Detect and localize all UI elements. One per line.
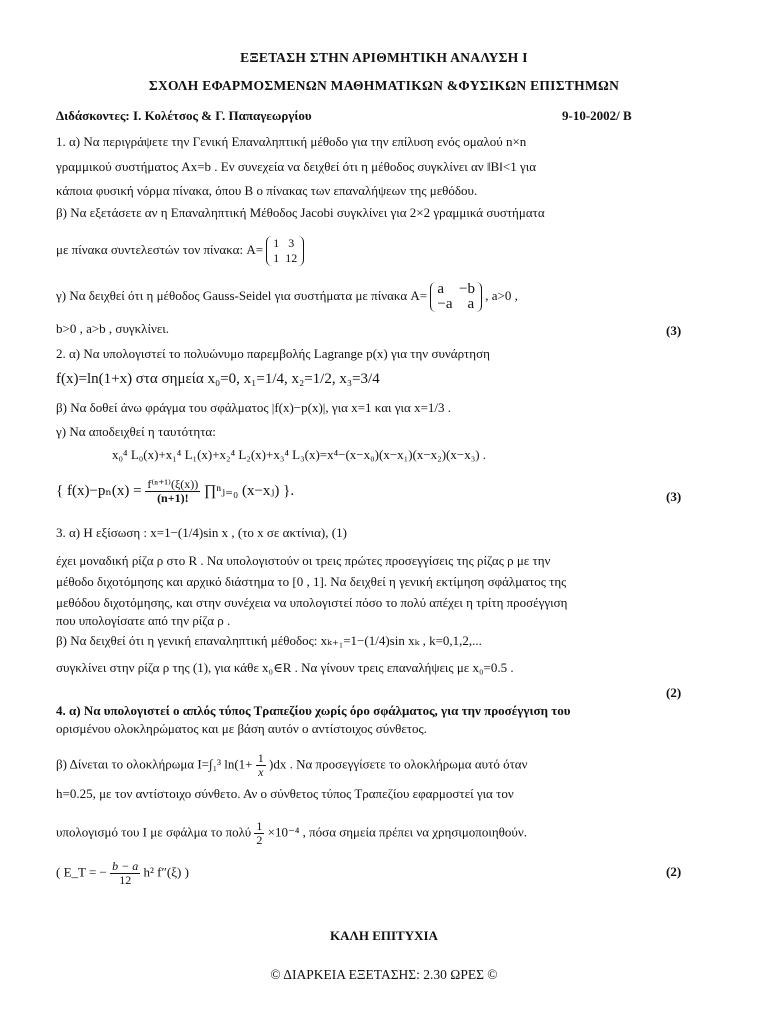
q3-points: (2): [666, 685, 682, 700]
q4-err-post: h² f″(ξ) ): [143, 864, 189, 880]
q2-a-line2: f(x)=ln(1+x) στα σημεία x₀=0, x₁=1/4, x₂=1/2, x₃=3/4: [56, 371, 380, 387]
matrix-cell: 1: [273, 251, 280, 265]
fraction-numerator: b − a: [112, 859, 139, 873]
matrix-cell: a: [467, 296, 475, 312]
exam-date: 9-10-2002/ Β: [562, 108, 632, 123]
q4-points: (2): [666, 864, 682, 879]
fraction-numerator: 1: [257, 751, 264, 765]
q1-a-line2: γραμμικού συστήματος Ax=b . Εν συνεχεία να δειχθεί ότι η μέθοδος συγκλίνει αν ‖B‖<1 για: [56, 159, 537, 174]
q4-a-line1: 4. α) Να υπολογιστεί ο απλός τύπος Τραπεζίου χωρίς όρο σφάλματος, για την προσέγγιση του: [56, 703, 571, 718]
q1-a-line1: 1. α) Να περιγράψετε την Γενική Επαναληπτική μέθοδο για την επίλυση ενός ομαλού n×n: [56, 134, 527, 149]
matrix-cell: 1: [273, 236, 280, 250]
q2-c-left: { f(x)−pₙ(x) =: [56, 482, 142, 499]
q2-c-right: ∏ⁿⱼ₌₀ (x−xⱼ) }.: [204, 482, 295, 499]
q4-b-line1: [56, 752, 528, 779]
matrix-cell: 3: [288, 236, 295, 250]
q1-c-tail: , a>0 ,: [485, 287, 518, 303]
q1-a-line3: κάποια φυσική νόρμα πίνακα, όπου B ο πίνακας των επαναλήψεων της μεθόδου.: [56, 183, 478, 198]
q4-err-pre: ( E_T = −: [56, 864, 107, 880]
q1-b-text: με πίνακα συντελεστών τον πίνακα: A=: [56, 241, 264, 257]
matrix-cell: −a: [437, 296, 453, 312]
q4-b-pre: β) Δίνεται το ολοκλήρωμα I=∫₁³ ln(1+: [56, 756, 253, 772]
q1-c-line1: [56, 282, 518, 312]
q4-tolerance-fraction: [254, 820, 264, 847]
q2-points: (3): [666, 489, 682, 504]
fraction-numerator: f⁽ⁿ⁺¹⁾(ξ(x)): [147, 477, 199, 491]
q4-b3-post: ×10⁻⁴ , πόσα σημεία πρέπει να χρησιμοποιηθούν.: [267, 824, 527, 840]
exam-title: ΕΞΕΤΑΣΗ ΣΤΗΝ ΑΡΙΘΜΗΤΙΚΗ ΑΝΑΛΥΣΗ Ι: [240, 50, 528, 65]
q1-b-line2: [56, 236, 304, 266]
q4-error-formula: [56, 860, 189, 887]
fraction-numerator: 1: [256, 819, 263, 833]
q2-error-fraction: [145, 478, 200, 505]
q4-b3-pre: υπολογισμό του I με σφάλμα το πολύ: [56, 824, 252, 840]
q3-a-line5: που υπολογίσατε από την ρίζα ρ .: [56, 613, 231, 628]
gauss-seidel-matrix: [430, 282, 482, 312]
q1-b-line1: β) Να εξετάσετε αν η Επαναληπτική Μέθοδος Jacobi συγκλίνει για 2×2 γραμμικά συστήματα: [56, 205, 545, 220]
fraction-denominator: 12: [119, 873, 132, 887]
q3-a-line2: έχει μοναδική ρίζα ρ στο R . Να υπολογιστούν οι τρεις πρώτες προσεγγίσεις της ρίζας ρ με την: [56, 553, 551, 568]
school-title: ΣΧΟΛΗ ΕΦΑΡΜΟΣΜΕΝΩΝ ΜΑΘΗΜΑΤΙΚΩΝ &ΦΥΣΙΚΩΝ ΕΠΙΣΤΗΜΩΝ: [148, 78, 620, 93]
good-luck: ΚΑΛΗ ΕΠΙΤΥΧΙΑ: [330, 928, 438, 943]
q4-b-line2: h=0.25, με τον αντίστοιχο σύνθετο. Αν ο σύνθετος τύπος Τραπεζίου εφαρμοστεί για τον: [56, 786, 514, 801]
exam-duration: © ΔΙΑΡΚΕΙΑ ΕΞΕΤΑΣΗΣ: 2.30 ΩΡΕΣ ©: [270, 967, 498, 982]
q3-a-line3: μέθοδο διχοτόμησης και αρχικό διάστημα το [0 , 1]. Να δειχθεί η γενική εκτίμηση σφάλματος της: [56, 574, 567, 589]
q4-a-line2: ορισμένου ολοκληρώματος και με βάση αυτόν ο αντίστοιχος σύνθετος.: [56, 721, 427, 736]
q2-c-line1: γ) Να αποδειχθεί η ταυτότητα:: [56, 424, 216, 439]
teachers-line: Διδάσκοντες: Ι. Κολέτσος & Γ. Παπαγεωργίου: [56, 108, 312, 123]
q1-c-line2: b>0 , a>b , συγκλίνει.: [56, 321, 170, 336]
q4-b-post: )dx . Να προσεγγίσετε το ολοκλήρωμα αυτό όταν: [269, 756, 528, 772]
q4-integrand-fraction: [256, 752, 266, 779]
matrix-cell: 12: [285, 251, 298, 265]
q2-a-line1: 2. α) Να υπολογιστεί το πολυώνυμο παρεμβολής Lagrange p(x) για την συνάρτηση: [56, 346, 490, 361]
jacobi-matrix: [266, 236, 304, 266]
q1-c-text: γ) Να δειχθεί ότι η μέθοδος Gauss-Seidel για συστήματα με πίνακα A=: [56, 287, 428, 303]
q3-a-line4: μεθόδου διχοτόμησης, και στην συνέχεια να υπολογιστεί πόσο το πολύ απέχει η τρίτη προσέγγιση: [56, 595, 568, 610]
fraction-denominator: 2: [256, 833, 263, 847]
q3-b-line1: β) Να δειχθεί ότι η γενική επαναληπτική μέθοδος: xₖ₊₁=1−(1/4)sin xₖ , k=0,1,2,...: [56, 633, 482, 648]
q2-c-identity: x₀⁴ L₀(x)+x₁⁴ L₁(x)+x₂⁴ L₂(x)+x₃⁴ L₃(x)=x⁴−(x−x₀)(x−x₁)(x−x₂)(x−x₃) .: [112, 447, 487, 462]
fraction-denominator: (n+1)!: [157, 491, 189, 505]
q1-points: (3): [666, 323, 682, 338]
matrix-cell: −b: [459, 281, 475, 297]
q4-err-fraction: [110, 860, 140, 887]
fraction-denominator: x: [258, 765, 264, 779]
q4-b-line3: [56, 820, 527, 847]
q2-c-line3: [56, 478, 294, 505]
matrix-cell: a: [437, 281, 445, 297]
q3-b-line2: συγκλίνει στην ρίζα ρ της (1), για κάθε x₀∈R . Να γίνουν τρεις επαναλήψεις με x₀=0.5 .: [56, 660, 514, 675]
q2-b-line1: β) Να δοθεί άνω φράγμα του σφάλματος |f(x)−p(x)|, για x=1 και για x=1/3 .: [56, 400, 452, 415]
q3-a-line1: 3. α) Η εξίσωση : x=1−(1/4)sin x , (το x σε ακτίνια), (1): [56, 525, 347, 540]
